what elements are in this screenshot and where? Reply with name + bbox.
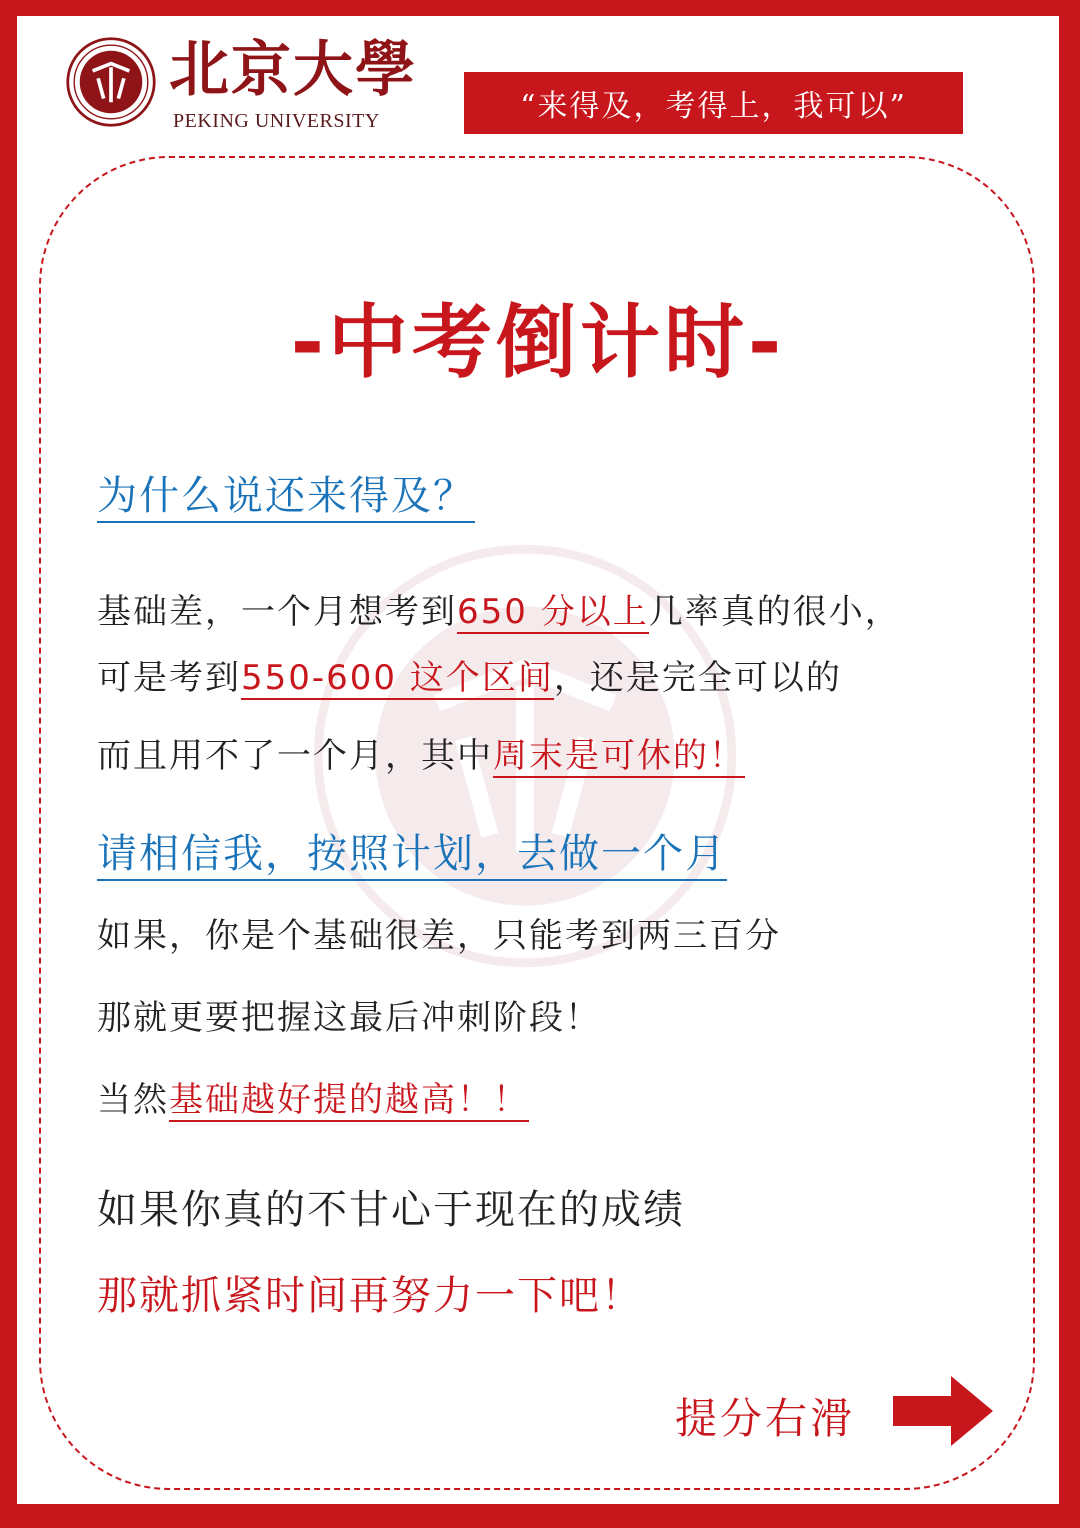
paragraph-line-4: 如果，你是个基础很差，只能考到两三百分 <box>97 916 781 956</box>
logo-chinese-text: 北京大學 <box>169 35 417 105</box>
paragraph-line-3 <box>97 728 745 777</box>
paragraph-line-6 <box>97 1072 529 1121</box>
university-emblem-icon <box>65 36 157 128</box>
heading-trust <box>97 822 727 879</box>
p3-text-a: 而且用不了一个月，其中 <box>97 736 493 776</box>
paragraph-line-2 <box>97 650 842 699</box>
paragraph-line-1 <box>97 584 901 633</box>
header <box>17 16 1059 146</box>
swipe-hint-text: 提分右滑 <box>675 1394 856 1443</box>
heading-why-text: 为什么说还来得及？ <box>97 473 475 523</box>
page-card <box>17 16 1059 1504</box>
page-title: -中考倒计时- <box>290 296 786 389</box>
p6-text-a: 当然 <box>97 1080 169 1120</box>
p2-text-c: ，还是完全可以的 <box>553 658 842 698</box>
heading-trust-text: 请相信我，按照计划，去做一个月 <box>97 831 727 881</box>
p3-highlight: 周末是可休的！ <box>493 736 745 776</box>
logo-english-text: PEKING UNIVERSITY <box>173 110 380 132</box>
paragraph-line-7: 如果你真的不甘心于现在的成绩 <box>97 1187 685 1233</box>
p2-highlight: 550-600 这个区间 <box>241 658 554 698</box>
p2-text-a: 可是考到 <box>97 658 241 698</box>
right-arrow-icon <box>893 1376 993 1446</box>
p1-highlight: 650 分以上 <box>457 592 649 632</box>
paragraph-line-8: 那就抓紧时间再努力一下吧！ <box>97 1273 643 1319</box>
p6-highlight: 基础越好提的越高！！ <box>169 1080 529 1120</box>
p1-text-a: 基础差，一个月想考到 <box>97 592 457 632</box>
paragraph-line-5: 那就更要把握这最后冲刺阶段！ <box>97 998 601 1038</box>
heading-why <box>97 464 475 521</box>
p1-text-c: 几率真的很小， <box>648 592 901 632</box>
slogan-banner: “来得及，考得上，我可以” <box>464 72 963 134</box>
